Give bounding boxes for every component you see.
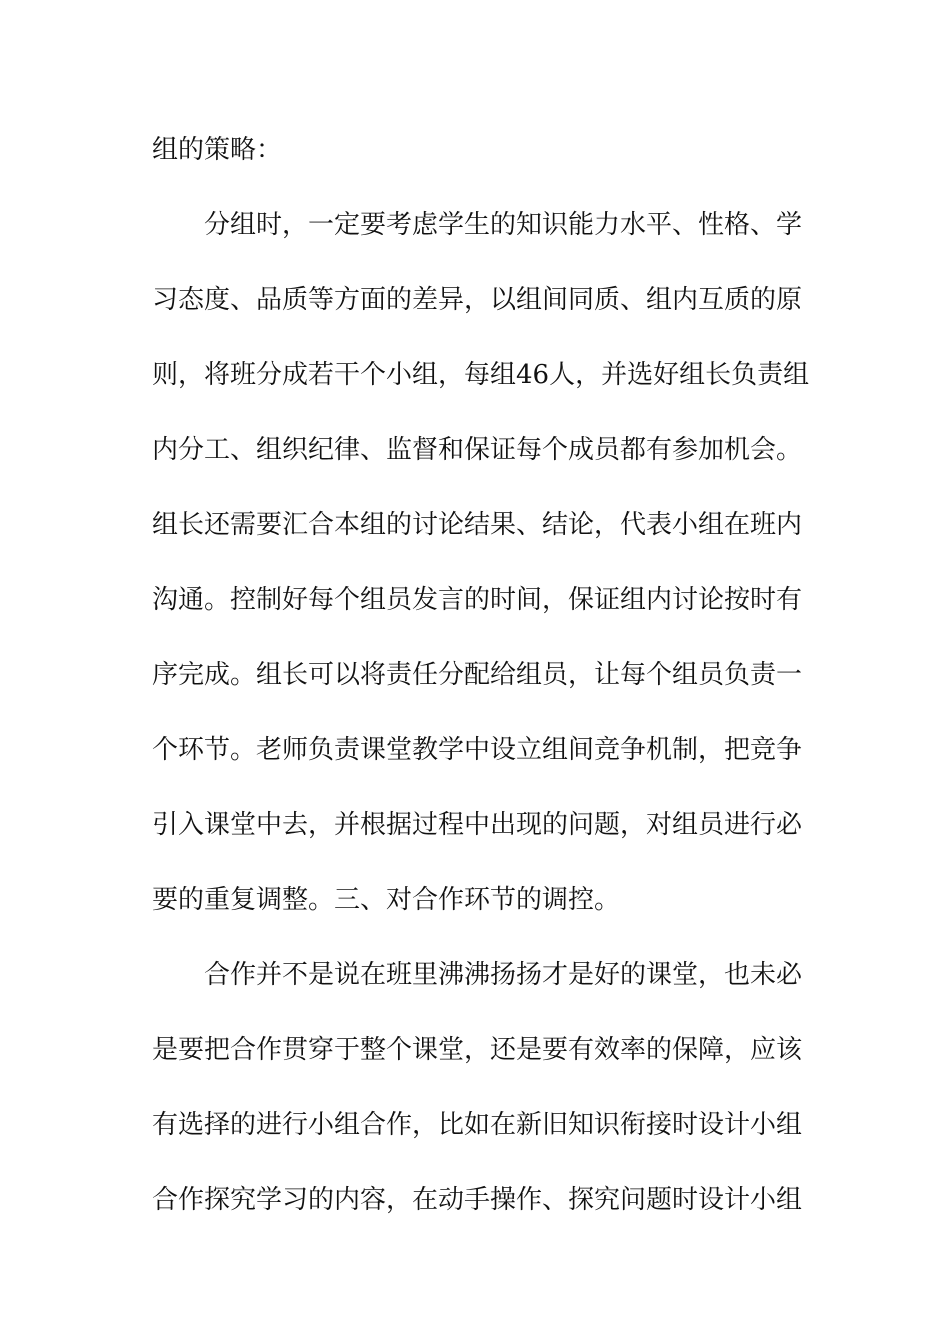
- text-line: [0, 1030, 950, 1070]
- text-line-content: 组的策略：: [152, 135, 283, 165]
- text-line: [0, 955, 950, 995]
- text-line: [0, 1180, 950, 1220]
- text-line: [0, 730, 950, 770]
- text-line-content: 组长还需要汇合本组的讨论结果、结论，代表小组在班内: [152, 510, 803, 540]
- text-line: [0, 880, 950, 920]
- text-line: [0, 655, 950, 695]
- text-line: [0, 805, 950, 845]
- text-line-content: 合作探究学习的内容，在动手操作、探究问题时设计小组: [152, 1185, 803, 1215]
- text-line: [0, 580, 950, 620]
- text-line: [0, 355, 950, 395]
- text-line-content: 分组时，一定要考虑学生的知识能力水平、性格、学: [204, 210, 803, 240]
- text-line-content: 序完成。组长可以将责任分配给组员，让每个组员负责一: [152, 660, 803, 690]
- text-line-content: 引入课堂中去，并根据过程中出现的问题，对组员进行必: [152, 810, 803, 840]
- text-line-content: 个环节。老师负责课堂教学中设立组间竞争机制，把竞争: [152, 735, 803, 765]
- text-line: [0, 205, 950, 245]
- text-line-content: 有选择的进行小组合作，比如在新旧知识衔接时设计小组: [152, 1110, 803, 1140]
- text-line: [0, 1105, 950, 1145]
- text-line: [0, 130, 950, 170]
- text-line-content: 习态度、品质等方面的差异，以组间同质、组内互质的原: [152, 285, 803, 315]
- text-line: [0, 505, 950, 545]
- text-line-content: 则，将班分成若干个小组，每组46人，并选好组长负责组: [152, 360, 810, 390]
- text-line-content: 合作并不是说在班里沸沸扬扬才是好的课堂，也未必: [204, 960, 803, 990]
- text-line-content: 内分工、组织纪律、监督和保证每个成员都有参加机会。: [152, 435, 803, 465]
- text-line-content: 要的重复调整。三、对合作环节的调控。: [152, 885, 621, 915]
- text-line: [0, 280, 950, 320]
- text-line-content: 是要把合作贯穿于整个课堂，还是要有效率的保障，应该: [152, 1035, 803, 1065]
- text-line-content: 沟通。控制好每个组员发言的时间，保证组内讨论按时有: [152, 585, 803, 615]
- text-line: [0, 430, 950, 470]
